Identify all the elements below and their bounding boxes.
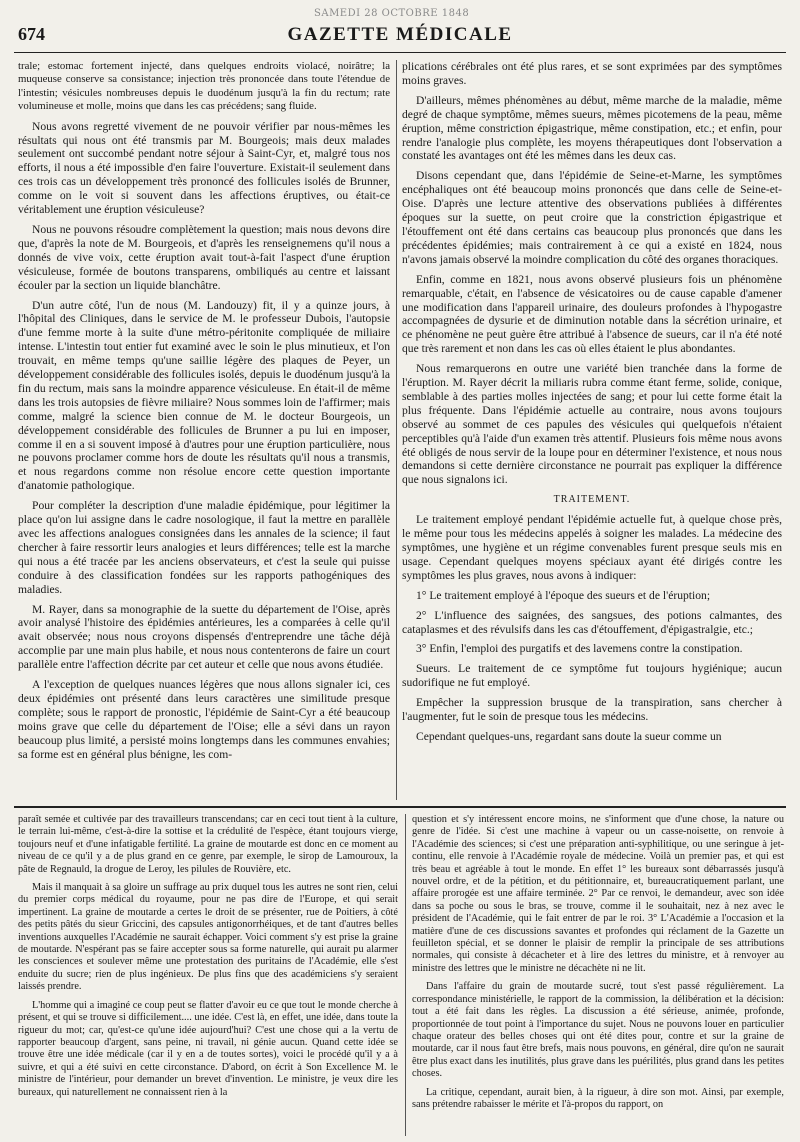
paragraph: M. Rayer, dans sa monographie de la suette du département de l'Oise, après avoir analysé l'histoire des épidémies antérieures, les a comparées à celle qu'il avait observée; nous nous croyons dispensés d'entreprendre une tâche déjà accomplie par une main plus habile, et nous nous contenterons de faire un court parallèle entre l'affection décrite par cet auteur et celle que nous avons étudiée. xyxy=(18,602,390,672)
paragraph: Nous remarquerons en outre une variété bien tranchée dans la forme de l'éruption. M. Rayer décrit la miliaris rubra comme étant ferme, solide, conique, semblable à des parties molles injectées de sang; et pour lui cette forme était la plus fréquente. Dans l'épidémie actuelle au contraire, nous avons toujours observé au sommet de ces papules des vésicules qui quelquefois n'étaient perceptibles qu'à l'aide d'un examen très attentif. Plusieurs fois même nous avons été obligés de nous servir de la loupe pour en déterminer l'existence, et nous nous demandons si cette dernière circonstance ne pourrait pas expliquer la différence que nous signalons ici. xyxy=(402,362,782,487)
page-header xyxy=(14,8,786,53)
feuilleton-column-left xyxy=(18,814,398,1136)
paragraph: question et s'y intéressent encore moins, ne s'informent que d'une chose, la nature ou genre de l'idée. Si c'est une machine à vapeur ou un casse-noisette, on renvoie à l'Académie des sciences; si c'est une préparation anti-syphilitique, ou une seringue à jet-continu, elle renvoie à l'Académie royale de médecine. Voilà un premier pas, et qui est très beau et agréable à tout le monde. En effet 1° les bureaux sont débarrassés jusqu'à nouvel ordre, et de la pétition, et du pétitionnaire, et, bureaucratiquement parlant, une affaire prorogée est une affaire terminée. 2° Par ce renvoi, le demandeur, avec son idée dans sa poche ou sous le bras, se trouve, comme il le souhaitait, nez à nez avec le président de l'Académie, qui le fait entrer de par le roi. 3° L'Académie a l'occasion et la matière d'une de ces discussions savantes et profondes qui réclament de la Gazette un feuilleton spécial, et se donner le plaisir de remplir la principale de ses attributions normales, qui consiste à décacheter et à lire des lettres du ministre, et à renvoyer au ministre des lettres que le ministre ne décachète ni ne lit. xyxy=(412,814,784,974)
paragraph: Pour compléter la description d'une maladie épidémique, pour légitimer la place qu'on lui assigne dans le cadre nosologique, il faut la mettre en parallèle avec les affections analogues consignées dans les annales de la science; il faut chercher à faire ressortir leurs analogies et leurs différences; telle est la marche qui nous a été tracée par les anciens observateurs, et c'est la seule qui puisse conduire à des classification fondées sur les rapports pathogéniques des maladies. xyxy=(18,499,390,596)
paragraph: Empêcher la suppression brusque de la transpiration, sans chercher à l'augmenter, fut le soin de presque tous les médecins. xyxy=(402,696,782,724)
paragraph: D'ailleurs, mêmes phénomènes au début, même marche de la maladie, même degré de chaque symptôme, mêmes sueurs, mêmes picotemens de la peau, même éruption, même constriction épigastrique, même constipation, etc.; et enfin, pour rendre l'analogie plus complète, les moyens thérapeutiques dont l'observation a constaté les avantages ont été les mêmes dans les deux cas. xyxy=(402,93,782,163)
paragraph: Nous ne pouvons résoudre complètement la question; mais nous devons dire que, d'après la note de M. Bourgeois, et d'après les renseignemens qu'il nous a donnés de vive voix, cette éruption avait tout-à-fait l'aspect d'une éruption vésiculeuse, formée de boutons transparens, ombiliqués au centre et laissant écouler par la section un liquide blanchâtre. xyxy=(18,222,390,292)
paragraph: Le traitement employé pendant l'épidémie actuelle fut, à quelque chose près, le même pour tous les médecins appelés à soigner les malades. La médecine des symptômes, une hygiène et un régime convenables furent presque seuls mis en usage. Cependant quelques moyens spéciaux ayant été dirigés contre les symptômes les plus graves, nous avons à indiquer: xyxy=(402,513,782,582)
paragraph: La critique, cependant, aurait bien, à la rigueur, à dire son mot. Ainsi, par exemple, sans prétendre rabaisser le mérite et l'à-propos du rapport, on xyxy=(412,1086,784,1110)
paragraph: paraît semée et cultivée par des travailleurs transcendans; car en ceci tout tient à la culture, le terrain lui-même, c'est-à-dire la sottise et la crédulité de l'espèce, étant toujours vierge, toujours neuf et d'une infatigable fertilité. La graine de moutarde est donc en ce moment au niveau de ce qu'il y a de plus grand en ce genre, par exemple, le sirop de Lamouroux, la pâte de Regnauld, la drogue de Leroy, les pilules de Rouvière, etc. xyxy=(18,814,398,875)
paragraph: Disons cependant que, dans l'épidémie de Seine-et-Marne, les symptômes encéphaliques ont été beaucoup moins prononcés que dans celle de Seine-et-Oise. D'après une lecture attentive des observations publiées à différentes époques sur la suette, on peut croire que la constriction épigastrique et l'étouffement ont été dans certains cas beaucoup plus prononcés que dans les précédentes épidémies; mais contrairement à ce qui a existé en 1824, nous n'avons jamais observé la moindre complication du côté des organes thoraciques. xyxy=(402,169,782,266)
paragraph: L'homme qui a imaginé ce coup peut se flatter d'avoir eu ce que tout le monde cherche à présent, et qui se trouve si difficilement.... une idée. C'est là, en effet, une idée, dans toute la rigueur du mot; car, qu'est-ce qu'une idée aujourd'hui? C'est une chose qui a la vertu de rapporter beaucoup d'argent, sans peine, ni travail, ni génie aucun. Quand cette idée se trouve être une idée médicale (car il y en a de toutes sortes), voici le procédé qu'il y a à suivre, et qui a été suivi en cette circonstance. D'abord, on écrit à Son Excellence M. le ministre de l'intérieur, pour demander un brevet d'invention. Le ministre, je veux dire les bureaux, qui naturellement ne connaissent rien à la xyxy=(18,999,398,1098)
feuilleton-column-right xyxy=(412,814,784,1136)
paragraph: Dans l'affaire du grain de moutarde sucré, tout s'est passé régulièrement. La correspondance ministérielle, le rapport de la commission, la délibération et la décision: tout a été fait dans les règles. La discussion a été sérieuse, animée, profonde, proportionnée de tout point à l'importance du sujet. Nous ne pouvons louer en particulier chaque orateur des belles choses qui ont été dites pour, contre et sur la graine de moutarde, car il nous faut être brefs, mais nous pouvons, en général, dire qu'on ne saurait être plus exact dans les inutilités, plus grave dans les puérilités, plus grand dans les petites choses. xyxy=(412,981,784,1080)
list-item: 2° L'influence des saignées, des sangsues, des potions calmantes, des cataplasmes et des révulsifs dans les cas d'étouffement, d'épigastralgie, etc.; xyxy=(402,608,782,636)
section-heading: TRAITEMENT. xyxy=(553,494,631,506)
paragraph: Cependant quelques-uns, regardant sans doute la sueur comme un xyxy=(416,729,722,743)
paragraph: Enfin, comme en 1821, nous avons observé plusieurs fois un phénomène remarquable, c'était, en l'absence de vésicatoires ou de cause capable d'amener une modification dans l'appareil urinaire, des douleurs profondes à l'hypogastre accompagnées de dysurie et de diminution notable dans la sécrétion urinaire, et ce phénomène ne peut guère être attribué à l'absence de sueurs, car il n'a été noté que très rarement et non dans les cas où elles étaient le plus abondantes. xyxy=(402,272,782,356)
feuilleton-divider xyxy=(14,806,786,808)
page-number: 674 xyxy=(18,24,45,44)
column-right xyxy=(402,60,782,800)
paragraph: A l'exception de quelques nuances légères que nous allons signaler ici, ces deux épidémies ont présenté dans leurs caractères une similitude presque complète; sous le rapport de pronostic, l'épidémie de Saint-Cyr a été beaucoup moins grave que celle du département de l'Oise; elle a sévi dans un rayon beaucoup plus limité, a persisté moins longtemps dans les communes envahies; sa forme est en général plus bénigne, les com- xyxy=(18,678,390,761)
list-item: 1° Le traitement employé à l'époque des sueurs et de l'éruption; xyxy=(416,588,711,602)
feuilleton-column-divider xyxy=(405,814,406,1136)
paragraph: D'un autre côté, l'un de nous (M. Landouzy) fit, il y a quinze jours, à l'hôpital des Cliniques, dans le service de M. le professeur Dubois, l'autopsie d'une femme morte à la suite d'une métro-péritonite compliquée de miliaire intense. L'intestin tout entier fut examiné avec le soin le plus minutieux, et l'on trouvait, en même temps qu'une saillie légère des plaques de Peyer, un développement considérable des follicules isolés, depuis le duodénum jusqu'à la fin du rectum, mais sans la moindre apparence vésiculeuse. En était-il de même dans les trois autopsies de fièvre miliaire? Nous sommes loin de l'affirmer; mais comme, malgré la science bien connue de M. le docteur Bourgeois, un développement considérable des follicules de Brunner a pu lui en imposer, comme il en a si souvent imposé à d'autres pour une éruption particulière, nous ne pouvons proclamer comme hors de doute les résultats qu'il nous a transmis, et nous regardons comme non résolue encore cette question importante d'anatomie pathologique. xyxy=(18,298,390,493)
column-divider xyxy=(396,60,397,800)
paragraph: Mais il manquait à sa gloire un suffrage au prix duquel tous les autres ne sont rien, celui du premier corps médical du royaume, pour ne pas dire de l'Europe, et qui serait impertinent. La graine de moutarde a certes le droit de se présenter, rue de Poitiers, à côté des petits pâtés du sieur Griccini, des capsules antigonorrhéiques, et de tant d'autres belles inventions auxquelles l'Académie ne saurait échapper. Voici comment s'y est prise la graine de moutarde. N'espérant pas se faire accepter sous sa forme naturelle, qui aurait pu alarmer les consciences et soulever même une protestation des puritains de l'Académie, elle s'est enduite du sucre; rien de plus ingénieux. De plus fins que des académiciens s'y seraient laissés prendre. xyxy=(18,882,398,993)
list-item: 3° Enfin, l'emploi des purgatifs et des lavemens contre la constipation. xyxy=(416,642,743,656)
running-head: SAMEDI 28 OCTOBRE 1848 xyxy=(314,8,470,19)
paragraph: plications cérébrales ont été plus rares, et se sont exprimées par des symptômes moins graves. xyxy=(402,60,782,87)
paragraph: Nous avons regretté vivement de ne pouvoir vérifier par nous-mêmes les résultats qui nous ont été transmis par M. Bourgeois; mais deux malades seulement ont succombé pendant notre séjour à Saint-Cyr, et, malgré tous nos efforts, il nous a été impossible d'en faire l'ouverture. Existait-il seulement dans ces trois cas un développement très prononcé des follicules isolés de Brunner, comme on le voit si souvent dans les affections éruptives, ou était-ce véritablement une éruption vésiculeuse? xyxy=(18,119,390,217)
column-left xyxy=(18,60,390,800)
paragraph: trale; estomac fortement injecté, dans quelques endroits violacé, noirâtre; la muqueuse conserve sa consistance; injection très prononcée dans toute l'étendue de l'intestin; vésicules nombreuses depuis le duodénum jusqu'à la fin du rectum; rate volumineuse et molle, moins que dans les cas précédens; sang fluide. xyxy=(18,60,390,113)
masthead-title: GAZETTE MÉDICALE xyxy=(287,24,513,45)
paragraph: Sueurs. Le traitement de ce symptôme fut toujours hygiénique; aucun sudorifique ne fut employé. xyxy=(402,662,782,690)
